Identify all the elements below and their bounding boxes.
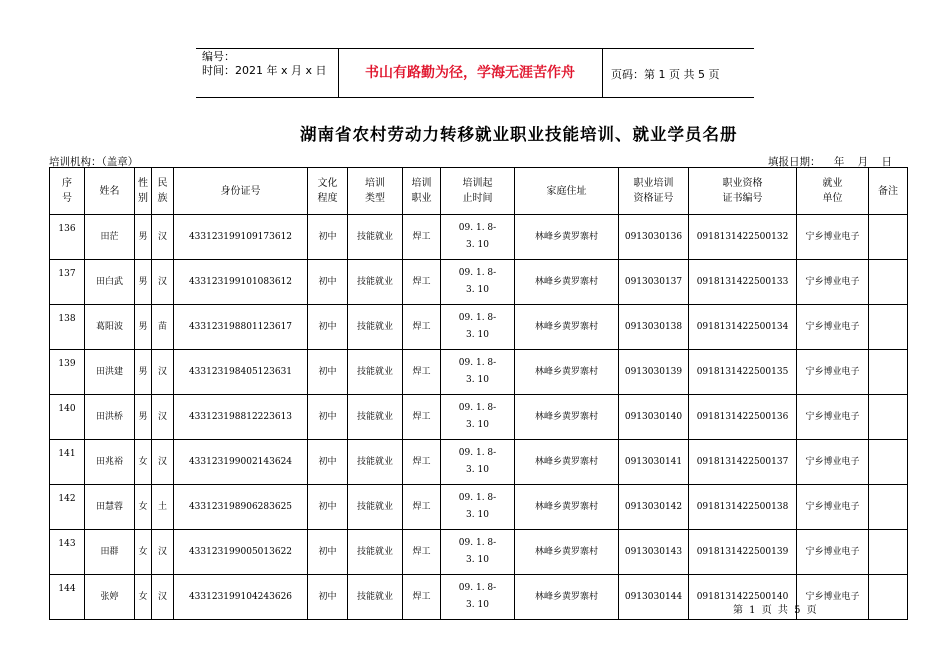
id-number-cell: 433123199109173612 [174,215,308,260]
qualification-cert-cell: 0918131422500140 [689,575,797,620]
remark-cell [869,485,908,530]
seq-cell: 140 [50,395,85,440]
address-cell: 林峰乡黄罗寨村 [515,215,619,260]
ethnicity-cell: 汉 [152,260,174,305]
employer-cell: 宁乡博业电子 [797,350,869,395]
column-header: 文化 程度 [308,168,348,215]
training-type-cell: 技能就业 [348,575,403,620]
training-cert-cell: 0913030136 [619,215,689,260]
education-cell: 初中 [308,350,348,395]
seq-cell: 138 [50,305,85,350]
remark-cell [869,575,908,620]
address-cell: 林峰乡黄罗寨村 [515,305,619,350]
name-cell: 田洪建 [85,350,135,395]
header-rule-top [196,48,754,49]
table-body [50,215,908,620]
trainee-roster-table [49,167,908,620]
address-cell: 林峰乡黄罗寨村 [515,575,619,620]
seq-cell: 142 [50,485,85,530]
table-row [50,395,908,440]
qualification-cert-cell: 0918131422500133 [689,260,797,305]
seq-cell: 137 [50,260,85,305]
training-type-cell: 技能就业 [348,305,403,350]
training-type-cell: 技能就业 [348,260,403,305]
id-number-cell: 433123198405123631 [174,350,308,395]
occupation-cell: 焊工 [403,260,441,305]
training-type-cell: 技能就业 [348,530,403,575]
ethnicity-cell: 苗 [152,305,174,350]
training-org-label: 培训机构：（盖章） [49,156,139,168]
table-row [50,260,908,305]
address-cell: 林峰乡黄罗寨村 [515,350,619,395]
column-header: 培训 职业 [403,168,441,215]
column-header: 备注 [869,168,908,215]
education-cell: 初中 [308,530,348,575]
header-divider-right [602,48,603,97]
id-number-cell: 433123198906283625 [174,485,308,530]
gender-cell: 男 [135,350,152,395]
column-header: 身份证号 [174,168,308,215]
address-cell: 林峰乡黄罗寨村 [515,260,619,305]
gender-cell: 男 [135,305,152,350]
education-cell: 初中 [308,260,348,305]
gender-cell: 男 [135,395,152,440]
training-cert-cell: 0913030144 [619,575,689,620]
document-title: 湖南省农村劳动力转移就业职业技能培训、就业学员名册 [300,125,738,144]
ethnicity-cell: 汉 [152,395,174,440]
education-cell: 初中 [308,305,348,350]
address-cell: 林峰乡黄罗寨村 [515,440,619,485]
column-header: 职业培训 资格证号 [619,168,689,215]
remark-cell [869,440,908,485]
id-number-cell: 433123199002143624 [174,440,308,485]
column-header: 姓名 [85,168,135,215]
qualification-cert-cell: 0918131422500138 [689,485,797,530]
qualification-cert-cell: 0918131422500139 [689,530,797,575]
training-cert-cell: 0913030140 [619,395,689,440]
table-row [50,440,908,485]
name-cell: 田群 [85,530,135,575]
id-number-cell: 433123199104243626 [174,575,308,620]
table-row [50,350,908,395]
remark-cell [869,305,908,350]
remark-cell [869,395,908,440]
occupation-cell: 焊工 [403,215,441,260]
address-cell: 林峰乡黄罗寨村 [515,395,619,440]
column-header: 序 号 [50,168,85,215]
training-type-cell: 技能就业 [348,440,403,485]
header-motto: 书山有路勤为径，学海无涯苦作舟 [365,65,575,81]
id-number-cell: 433123198812223613 [174,395,308,440]
name-cell: 田茫 [85,215,135,260]
occupation-cell: 焊工 [403,485,441,530]
column-header: 培训 类型 [348,168,403,215]
gender-cell: 男 [135,260,152,305]
id-number-cell: 433123199005013622 [174,530,308,575]
employer-cell: 宁乡博业电子 [797,305,869,350]
ethnicity-cell: 汉 [152,575,174,620]
education-cell: 初中 [308,215,348,260]
qualification-cert-cell: 0918131422500135 [689,350,797,395]
training-type-cell: 技能就业 [348,485,403,530]
employer-cell: 宁乡博业电子 [797,395,869,440]
training-period-cell: 09. 1. 8- 3. 10 [441,440,515,485]
ethnicity-cell: 汉 [152,350,174,395]
document-number-label: 编号： [202,50,235,63]
remark-cell [869,260,908,305]
training-period-cell: 09. 1. 8- 3. 10 [441,485,515,530]
qualification-cert-cell: 0918131422500134 [689,305,797,350]
id-number-cell: 433123199101083612 [174,260,308,305]
table-row [50,485,908,530]
training-cert-cell: 0913030142 [619,485,689,530]
column-header: 职业资格 证书编号 [689,168,797,215]
employer-cell: 宁乡博业电子 [797,575,869,620]
remark-cell [869,215,908,260]
table-row [50,215,908,260]
training-period-cell: 09. 1. 8- 3. 10 [441,530,515,575]
address-cell: 林峰乡黄罗寨村 [515,485,619,530]
column-header: 就业 单位 [797,168,869,215]
occupation-cell: 焊工 [403,395,441,440]
ethnicity-cell: 土 [152,485,174,530]
name-cell: 田洪桥 [85,395,135,440]
training-type-cell: 技能就业 [348,350,403,395]
seq-cell: 136 [50,215,85,260]
gender-cell: 女 [135,575,152,620]
employer-cell: 宁乡博业电子 [797,260,869,305]
training-period-cell: 09. 1. 8- 3. 10 [441,350,515,395]
training-period-cell: 09. 1. 8- 3. 10 [441,260,515,305]
training-period-cell: 09. 1. 8- 3. 10 [441,395,515,440]
occupation-cell: 焊工 [403,350,441,395]
employer-cell: 宁乡博业电子 [797,485,869,530]
column-header: 家庭住址 [515,168,619,215]
id-number-cell: 433123198801123617 [174,305,308,350]
column-header: 民 族 [152,168,174,215]
name-cell: 田白武 [85,260,135,305]
name-cell: 田慧蓉 [85,485,135,530]
education-cell: 初中 [308,575,348,620]
name-cell: 葛阳波 [85,305,135,350]
gender-cell: 男 [135,215,152,260]
occupation-cell: 焊工 [403,530,441,575]
seq-cell: 143 [50,530,85,575]
table-row [50,530,908,575]
occupation-cell: 焊工 [403,305,441,350]
ethnicity-cell: 汉 [152,440,174,485]
gender-cell: 女 [135,530,152,575]
seq-cell: 139 [50,350,85,395]
footer-page-label: 第 1 页 共 5 页 [733,605,817,616]
occupation-cell: 焊工 [403,575,441,620]
education-cell: 初中 [308,395,348,440]
training-period-cell: 09. 1. 8- 3. 10 [441,215,515,260]
ethnicity-cell: 汉 [152,530,174,575]
employer-cell: 宁乡博业电子 [797,530,869,575]
training-cert-cell: 0913030143 [619,530,689,575]
education-cell: 初中 [308,440,348,485]
report-date-label: 填报日期： 年 月 日 [768,156,893,168]
employer-cell: 宁乡博业电子 [797,215,869,260]
qualification-cert-cell: 0918131422500136 [689,395,797,440]
table-row [50,305,908,350]
gender-cell: 女 [135,485,152,530]
header-page-info: 页码：第 1 页 共 5 页 [611,68,720,81]
name-cell: 张婷 [85,575,135,620]
training-period-cell: 09. 1. 8- 3. 10 [441,305,515,350]
training-cert-cell: 0913030141 [619,440,689,485]
education-cell: 初中 [308,485,348,530]
header-rule-bottom [196,97,754,98]
qualification-cert-cell: 0918131422500132 [689,215,797,260]
qualification-cert-cell: 0918131422500137 [689,440,797,485]
document-time-label: 时间：2021 年 x 月 x 日 [202,64,327,77]
seq-cell: 144 [50,575,85,620]
column-header: 培训起 止时间 [441,168,515,215]
name-cell: 田兆裕 [85,440,135,485]
seq-cell: 141 [50,440,85,485]
remark-cell [869,350,908,395]
remark-cell [869,530,908,575]
ethnicity-cell: 汉 [152,215,174,260]
occupation-cell: 焊工 [403,440,441,485]
gender-cell: 女 [135,440,152,485]
header-info [202,50,327,78]
training-type-cell: 技能就业 [348,395,403,440]
training-type-cell: 技能就业 [348,215,403,260]
training-period-cell: 09. 1. 8- 3. 10 [441,575,515,620]
training-cert-cell: 0913030139 [619,350,689,395]
column-header: 性 别 [135,168,152,215]
employer-cell: 宁乡博业电子 [797,440,869,485]
training-cert-cell: 0913030137 [619,260,689,305]
address-cell: 林峰乡黄罗寨村 [515,530,619,575]
table-header-row [50,168,908,215]
training-cert-cell: 0913030138 [619,305,689,350]
